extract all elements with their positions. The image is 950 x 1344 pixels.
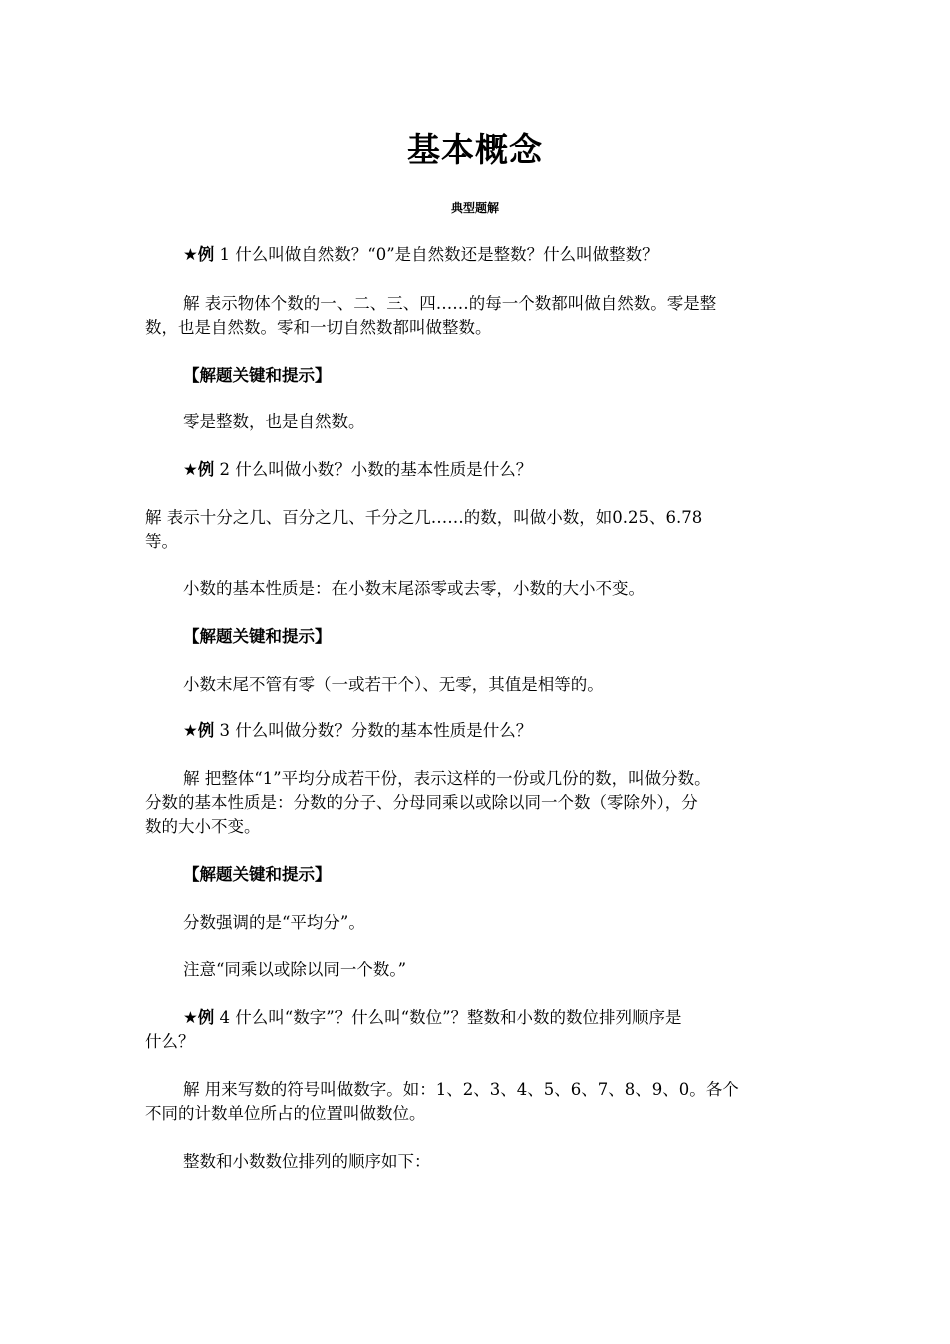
- example-2-key-text: 小数末尾不管有零（一或若干个）、无零，其值是相等的。: [183, 675, 604, 694]
- example-3-key-heading: 【解题关键和提示】: [183, 865, 332, 884]
- example-1-solution-line: 数，也是自然数。零和一切自然数都叫做整数。: [145, 318, 492, 337]
- example-4-solution-line: 解 用来写数的符号叫做数字。如：1、2、3、4、5、6、7、8、9、0。各个: [183, 1080, 739, 1099]
- example-3-question: [145, 719, 810, 743]
- example-2-solution: [145, 506, 810, 554]
- example-1-key-text: 零是整数，也是自然数。: [183, 412, 365, 431]
- example-4-text: 4 什么叫“数字”？什么叫“数位”？整数和小数的数位排列顺序是: [214, 1008, 682, 1027]
- example-2-text: 2 什么叫做小数？小数的基本性质是什么？: [214, 460, 533, 479]
- example-2-solution-line: 等。: [145, 532, 178, 551]
- example-1-label: ★例: [183, 245, 215, 264]
- example-4-text-line: 什么？: [145, 1032, 195, 1051]
- example-2-property: 小数的基本性质是：在小数末尾添零或去零，小数的大小不变。: [183, 579, 645, 598]
- example-4-label: ★例: [183, 1008, 215, 1027]
- example-1-solution: [145, 292, 810, 340]
- example-3-solution: [145, 767, 810, 839]
- example-3-label: ★例: [183, 721, 215, 740]
- example-2-question: [145, 458, 810, 482]
- example-4-solution-line: 不同的计数单位所占的位置叫做数位。: [145, 1104, 426, 1123]
- page-subtitle: 典型题解: [450, 201, 499, 215]
- example-1-question: [145, 243, 810, 267]
- example-4-solution: [145, 1078, 810, 1126]
- example-3-text: 3 什么叫做分数？分数的基本性质是什么？: [214, 721, 533, 740]
- example-4-question: [145, 1006, 810, 1054]
- example-3-key-text: 分数强调的是“平均分”。: [183, 913, 365, 932]
- example-1-key-heading: 【解题关键和提示】: [183, 366, 332, 385]
- example-3-key-text: 注意“同乘以或除以同一个数。”: [183, 960, 407, 979]
- example-1-text: 1 什么叫做自然数？“0”是自然数还是整数？什么叫做整数？: [214, 245, 659, 264]
- page-title: 基本概念: [407, 130, 543, 169]
- example-3-solution-line: 分数的基本性质是：分数的分子、分母同乘以或除以同一个数（零除外），分: [145, 793, 698, 812]
- example-4-order-text: 整数和小数数位排列的顺序如下：: [183, 1152, 431, 1171]
- example-2-solution-line: 解 表示十分之几、百分之几、千分之几……的数，叫做小数，如0.25、6.78: [145, 508, 703, 527]
- example-3-solution-line: 解 把整体“1”平均分成若干份，表示这样的一份或几份的数，叫做分数。: [183, 769, 711, 788]
- example-1-solution-line: 解 表示物体个数的一、二、三、四……的每一个数都叫做自然数。零是整: [183, 294, 717, 313]
- example-2-label: ★例: [183, 460, 215, 479]
- example-3-solution-line: 数的大小不变。: [145, 817, 261, 836]
- example-2-key-heading: 【解题关键和提示】: [183, 627, 332, 646]
